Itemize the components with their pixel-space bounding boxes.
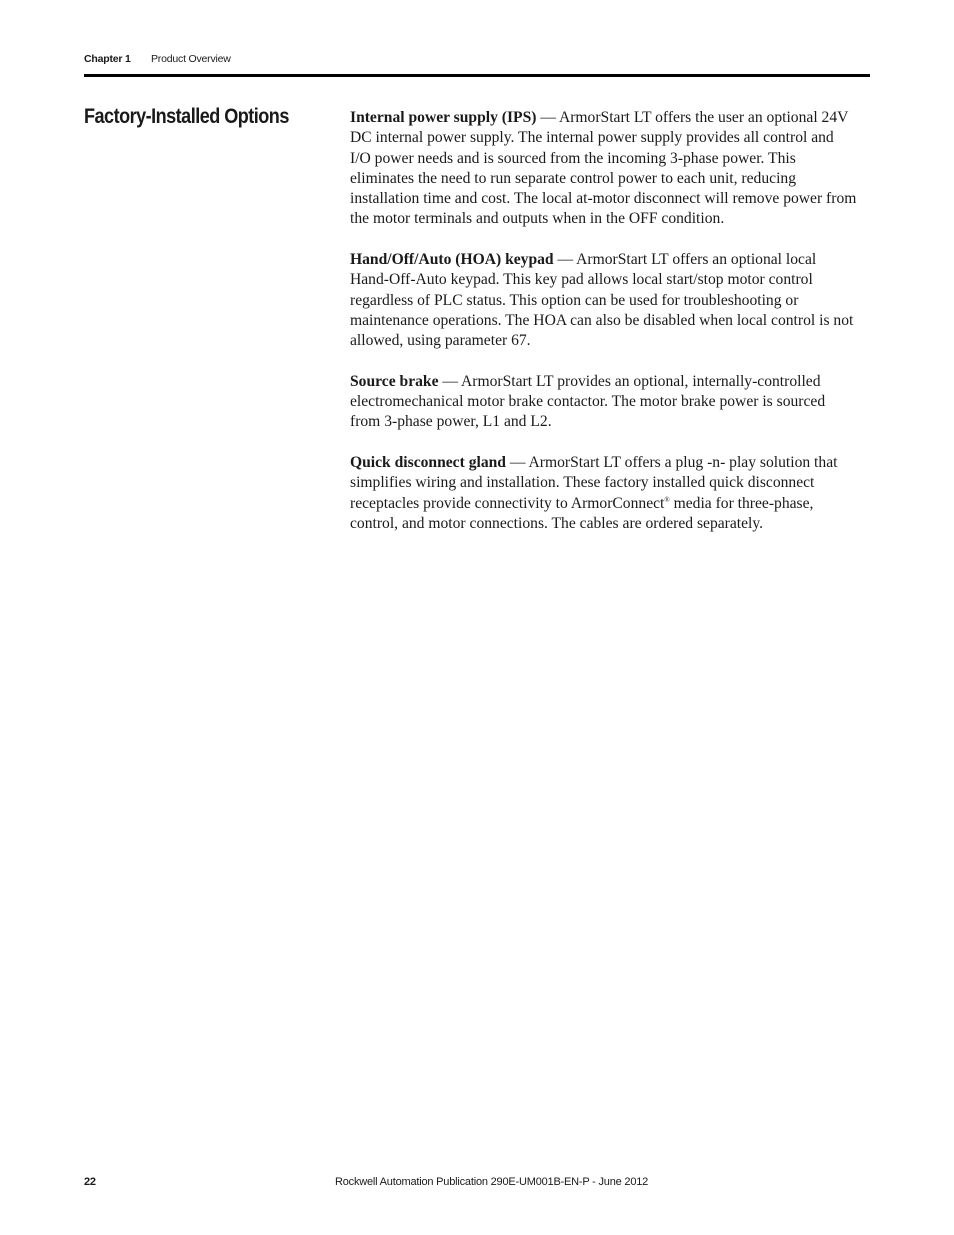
paragraph-text: — ArmorStart LT offers the user an optional 24V DC internal power supply. The internal power supply provides all control and I/O power needs and is sourced from the incoming 3-phase power. This eliminates the need to run separate control power to each unit, reducing installation time and cost. The local at-motor disconnect will remove power from the motor terminals and outputs when in the OFF condition. [350, 109, 857, 228]
paragraph-text: — ArmorStart LT offers an optional local Hand-Off-Auto keypad. This key pad allows local start/stop motor control regardless of PLC status. This option can be used for troubleshooting or maintenance operations. The HOA can also be disabled when local control is not allowed, using parameter 67. [350, 251, 854, 350]
paragraph-quick-disconnect-gland [350, 453, 858, 534]
running-header [84, 53, 231, 65]
term-source-brake: Source brake [350, 372, 439, 390]
paragraph-internal-power-supply [350, 108, 858, 230]
section-heading: Factory-Installed Options [84, 105, 289, 128]
paragraph-source-brake [350, 372, 858, 433]
chapter-label: Chapter 1 [84, 53, 131, 65]
paragraph-text: — ArmorStart LT offers a plug -n- play solution that simplifies wiring and installation. These factory installed quick disconnect receptacles provide connectivity to ArmorConnect [350, 454, 838, 512]
paragraph-text: media for three-phase, control, and motor connections. The cables are ordered separately. [350, 494, 814, 532]
header-rule [84, 74, 870, 77]
chapter-title: Product Overview [151, 53, 231, 65]
term-quick-disconnect-gland: Quick disconnect gland [350, 454, 506, 472]
publication-info: Rockwell Automation Publication 290E-UM001B-EN-P - June 2012 [335, 1176, 649, 1188]
term-hoa-keypad: Hand/Off/Auto (HOA) keypad [350, 251, 554, 269]
paragraph-hoa-keypad [350, 250, 858, 351]
registered-trademark: ® [664, 495, 670, 504]
body-text [350, 108, 858, 555]
paragraph-text: — ArmorStart LT provides an optional, internally-controlled electromechanical motor brake contactor. The motor brake power is sourced from 3-phase power, L1 and L2. [350, 372, 826, 431]
page-number: 22 [84, 1176, 96, 1188]
term-internal-power-supply: Internal power supply (IPS) [350, 109, 537, 126]
